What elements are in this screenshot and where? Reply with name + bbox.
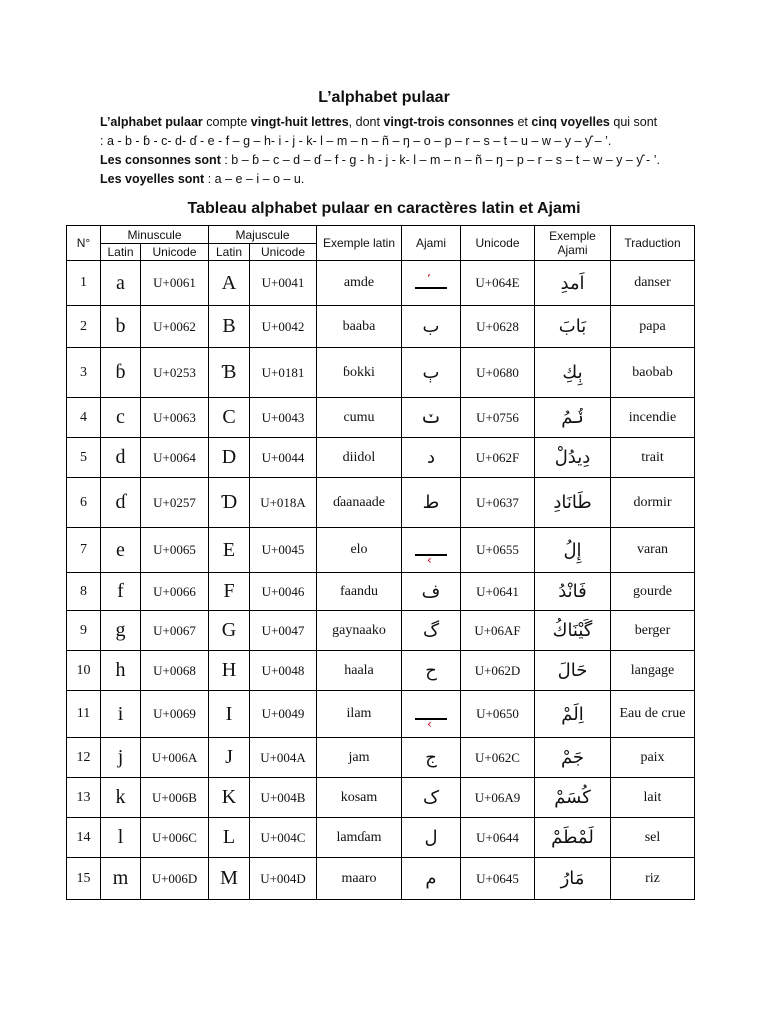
ajami-unicode: U+0650 xyxy=(461,691,535,738)
lowercase-unicode: U+0061 xyxy=(141,261,209,306)
consonants-list: : b – ɓ – c – d – ɗ – f - g - h - j - k- l – m – n – ñ – ŋ – p – r – s – t – w – y – ƴ - ’. xyxy=(220,153,660,167)
lowercase-unicode: U+0065 xyxy=(141,528,209,573)
header-exemple-ajami: Exemple Ajami xyxy=(535,226,611,261)
translation: langage xyxy=(611,651,695,691)
header-minuscule: Minuscule xyxy=(101,226,209,244)
diacritic-mark-icon: ’ xyxy=(415,277,447,289)
ajami-unicode: U+0644 xyxy=(461,818,535,858)
latin-example: baaba xyxy=(317,306,402,348)
consonants-line xyxy=(100,151,700,170)
header-min-latin: Latin xyxy=(101,244,141,261)
table-title: Tableau alphabet pulaar en caractères latin et Ajami xyxy=(187,200,581,217)
page-title: L’alphabet pulaar xyxy=(318,89,450,106)
diacritic-mark-icon: ‹ xyxy=(415,544,447,556)
ajami-letter: م xyxy=(402,858,461,900)
latin-example: elo xyxy=(317,528,402,573)
table-row xyxy=(67,528,695,573)
table-row xyxy=(67,611,695,651)
table-row xyxy=(67,261,695,306)
row-number: 11 xyxy=(67,691,101,738)
ajami-example: إِلُ xyxy=(535,528,611,573)
ajami-unicode: U+0680 xyxy=(461,348,535,398)
row-number: 9 xyxy=(67,611,101,651)
uppercase-letter: M xyxy=(209,858,250,900)
intro-strong-lettres: vingt-huit lettres xyxy=(250,115,349,129)
ajami-example: بَابَ xyxy=(535,306,611,348)
header-exemple-latin: Exemple latin xyxy=(317,226,402,261)
ajami-letter: ج xyxy=(402,738,461,778)
lowercase-letter: h xyxy=(101,651,141,691)
intro-line-1 xyxy=(100,113,700,132)
translation: trait xyxy=(611,438,695,478)
ajami-unicode: U+0756 xyxy=(461,398,535,438)
lowercase-unicode: U+006D xyxy=(141,858,209,900)
ajami-letter: د xyxy=(402,438,461,478)
uppercase-letter: D xyxy=(209,438,250,478)
ajami-unicode: U+062D xyxy=(461,651,535,691)
intro-strong-alphabet: L’alphabet pulaar xyxy=(100,115,203,129)
lowercase-unicode: U+0068 xyxy=(141,651,209,691)
uppercase-unicode: U+0044 xyxy=(250,438,317,478)
header-maj-unicode: Unicode xyxy=(250,244,317,261)
ajami-example: فَانْدُ xyxy=(535,573,611,611)
uppercase-letter: I xyxy=(209,691,250,738)
header-row-1 xyxy=(67,226,695,244)
table-row xyxy=(67,858,695,900)
header-traduction: Traduction xyxy=(611,226,695,261)
vowels-list: : a – e – i – o – u. xyxy=(204,172,305,186)
header-maj-latin: Latin xyxy=(209,244,250,261)
translation: lait xyxy=(611,778,695,818)
latin-example: ɗaanaade xyxy=(317,478,402,528)
latin-example: lamɗam xyxy=(317,818,402,858)
ajami-letter xyxy=(402,691,461,738)
lowercase-letter: f xyxy=(101,573,141,611)
latin-example: gaynaako xyxy=(317,611,402,651)
consonants-label: Les consonnes sont xyxy=(100,153,221,167)
ajami-unicode: U+062C xyxy=(461,738,535,778)
translation: berger xyxy=(611,611,695,651)
row-number: 14 xyxy=(67,818,101,858)
latin-example: faandu xyxy=(317,573,402,611)
row-number: 8 xyxy=(67,573,101,611)
translation: baobab xyxy=(611,348,695,398)
ajami-unicode: U+0628 xyxy=(461,306,535,348)
ajami-example: مَارُ xyxy=(535,858,611,900)
row-number: 1 xyxy=(67,261,101,306)
table-row xyxy=(67,348,695,398)
header-num: N° xyxy=(67,226,101,261)
uppercase-letter: E xyxy=(209,528,250,573)
translation: paix xyxy=(611,738,695,778)
vowels-line xyxy=(100,170,700,189)
intro-text-et: et xyxy=(514,115,532,129)
header-min-unicode: Unicode xyxy=(141,244,209,261)
ajami-unicode: U+06A9 xyxy=(461,778,535,818)
ajami-letter: گ xyxy=(402,611,461,651)
translation: Eau de crue xyxy=(611,691,695,738)
ajami-example: اِلَمْ xyxy=(535,691,611,738)
lowercase-letter: ɗ xyxy=(101,478,141,528)
table-row xyxy=(67,306,695,348)
ajami-letter: ݖ xyxy=(402,398,461,438)
intro-strong-voyelles: cinq voyelles xyxy=(531,115,610,129)
intro-text-dont: , dont xyxy=(348,115,384,129)
row-number: 13 xyxy=(67,778,101,818)
lowercase-letter: c xyxy=(101,398,141,438)
alphabet-table xyxy=(66,225,695,900)
table-body xyxy=(67,261,695,900)
intro-paragraph xyxy=(100,113,700,189)
ajami-letter xyxy=(402,528,461,573)
latin-example: ilam xyxy=(317,691,402,738)
uppercase-letter: L xyxy=(209,818,250,858)
row-number: 4 xyxy=(67,398,101,438)
ajami-example: گَيْنَاكُ xyxy=(535,611,611,651)
table-row xyxy=(67,651,695,691)
table-row xyxy=(67,478,695,528)
uppercase-unicode: U+018A xyxy=(250,478,317,528)
uppercase-unicode: U+0046 xyxy=(250,573,317,611)
header-unicode-ajami: Unicode xyxy=(461,226,535,261)
uppercase-unicode: U+004D xyxy=(250,858,317,900)
ajami-example: حَالَ xyxy=(535,651,611,691)
intro-text-quisont: qui sont xyxy=(609,115,658,129)
table-row xyxy=(67,778,695,818)
lowercase-letter: a xyxy=(101,261,141,306)
lowercase-letter: j xyxy=(101,738,141,778)
row-number: 10 xyxy=(67,651,101,691)
translation: riz xyxy=(611,858,695,900)
row-number: 3 xyxy=(67,348,101,398)
uppercase-unicode: U+0041 xyxy=(250,261,317,306)
latin-example: haala xyxy=(317,651,402,691)
translation: incendie xyxy=(611,398,695,438)
table-row xyxy=(67,818,695,858)
translation: varan xyxy=(611,528,695,573)
ajami-example: کُسَمْ xyxy=(535,778,611,818)
ajami-example: ٻِكِ xyxy=(535,348,611,398)
uppercase-letter: B xyxy=(209,306,250,348)
latin-example: kosam xyxy=(317,778,402,818)
ajami-example: جَمْ xyxy=(535,738,611,778)
lowercase-unicode: U+0069 xyxy=(141,691,209,738)
lowercase-letter: b xyxy=(101,306,141,348)
lowercase-letter: ɓ xyxy=(101,348,141,398)
translation: papa xyxy=(611,306,695,348)
uppercase-letter: J xyxy=(209,738,250,778)
ajami-unicode: U+062F xyxy=(461,438,535,478)
ajami-letter: ط xyxy=(402,478,461,528)
row-number: 2 xyxy=(67,306,101,348)
intro-strong-consonnes: vingt-trois consonnes xyxy=(383,115,514,129)
translation: gourde xyxy=(611,573,695,611)
ajami-example: ݖُمُ xyxy=(535,398,611,438)
uppercase-letter: A xyxy=(209,261,250,306)
uppercase-unicode: U+004A xyxy=(250,738,317,778)
ajami-unicode: U+0655 xyxy=(461,528,535,573)
ajami-unicode: U+0641 xyxy=(461,573,535,611)
lowercase-unicode: U+006A xyxy=(141,738,209,778)
ajami-unicode: U+0645 xyxy=(461,858,535,900)
ajami-letter: ح xyxy=(402,651,461,691)
latin-example: diidol xyxy=(317,438,402,478)
lowercase-letter: l xyxy=(101,818,141,858)
ajami-letter: ٻ xyxy=(402,348,461,398)
translation: sel xyxy=(611,818,695,858)
lowercase-unicode: U+0062 xyxy=(141,306,209,348)
lowercase-unicode: U+0066 xyxy=(141,573,209,611)
uppercase-unicode: U+0181 xyxy=(250,348,317,398)
table-row xyxy=(67,398,695,438)
uppercase-letter: G xyxy=(209,611,250,651)
lowercase-unicode: U+0064 xyxy=(141,438,209,478)
uppercase-letter: Ɗ xyxy=(209,478,250,528)
row-number: 12 xyxy=(67,738,101,778)
ajami-example: اَمدِ xyxy=(535,261,611,306)
row-number: 7 xyxy=(67,528,101,573)
uppercase-unicode: U+0049 xyxy=(250,691,317,738)
ajami-letter: ک xyxy=(402,778,461,818)
ajami-unicode: U+06AF xyxy=(461,611,535,651)
intro-text-compte: compte xyxy=(202,115,251,129)
lowercase-letter: i xyxy=(101,691,141,738)
vowels-label: Les voyelles sont xyxy=(100,172,205,186)
lowercase-letter: g xyxy=(101,611,141,651)
uppercase-letter: Ɓ xyxy=(209,348,250,398)
lowercase-unicode: U+006B xyxy=(141,778,209,818)
diacritic-mark-icon: ‹ xyxy=(415,708,447,720)
ajami-letter: ل xyxy=(402,818,461,858)
header-majuscule: Majuscule xyxy=(209,226,317,244)
header-ajami: Ajami xyxy=(402,226,461,261)
latin-example: maaro xyxy=(317,858,402,900)
uppercase-letter: C xyxy=(209,398,250,438)
ajami-letter: ف xyxy=(402,573,461,611)
ajami-example: دِيدُلْ xyxy=(535,438,611,478)
lowercase-letter: k xyxy=(101,778,141,818)
lowercase-unicode: U+006C xyxy=(141,818,209,858)
ajami-unicode: U+0637 xyxy=(461,478,535,528)
row-number: 6 xyxy=(67,478,101,528)
lowercase-letter: d xyxy=(101,438,141,478)
table-row xyxy=(67,573,695,611)
uppercase-unicode: U+0045 xyxy=(250,528,317,573)
ajami-example: طَانَادِ xyxy=(535,478,611,528)
uppercase-unicode: U+004C xyxy=(250,818,317,858)
translation: dormir xyxy=(611,478,695,528)
lowercase-unicode: U+0253 xyxy=(141,348,209,398)
translation: danser xyxy=(611,261,695,306)
row-number: 5 xyxy=(67,438,101,478)
lowercase-letter: e xyxy=(101,528,141,573)
uppercase-letter: K xyxy=(209,778,250,818)
table-row xyxy=(67,738,695,778)
uppercase-unicode: U+0042 xyxy=(250,306,317,348)
uppercase-letter: F xyxy=(209,573,250,611)
uppercase-unicode: U+004B xyxy=(250,778,317,818)
intro-letter-list: : a - b - ɓ - c- d- ɗ - e - f – g – h- i - j - k- l – m – n – ñ – ŋ – o – p – r – s – t – u – w – y – ƴ – ’. xyxy=(100,134,612,148)
ajami-letter xyxy=(402,261,461,306)
lowercase-letter: m xyxy=(101,858,141,900)
uppercase-unicode: U+0047 xyxy=(250,611,317,651)
ajami-example: لَمْطَمْ xyxy=(535,818,611,858)
uppercase-letter: H xyxy=(209,651,250,691)
latin-example: jam xyxy=(317,738,402,778)
lowercase-unicode: U+0063 xyxy=(141,398,209,438)
table-row xyxy=(67,438,695,478)
lowercase-unicode: U+0067 xyxy=(141,611,209,651)
uppercase-unicode: U+0043 xyxy=(250,398,317,438)
lowercase-unicode: U+0257 xyxy=(141,478,209,528)
latin-example: cumu xyxy=(317,398,402,438)
latin-example: ɓokki xyxy=(317,348,402,398)
table-row xyxy=(67,691,695,738)
row-number: 15 xyxy=(67,858,101,900)
ajami-unicode: U+064E xyxy=(461,261,535,306)
uppercase-unicode: U+0048 xyxy=(250,651,317,691)
ajami-letter: ب xyxy=(402,306,461,348)
latin-example: amde xyxy=(317,261,402,306)
